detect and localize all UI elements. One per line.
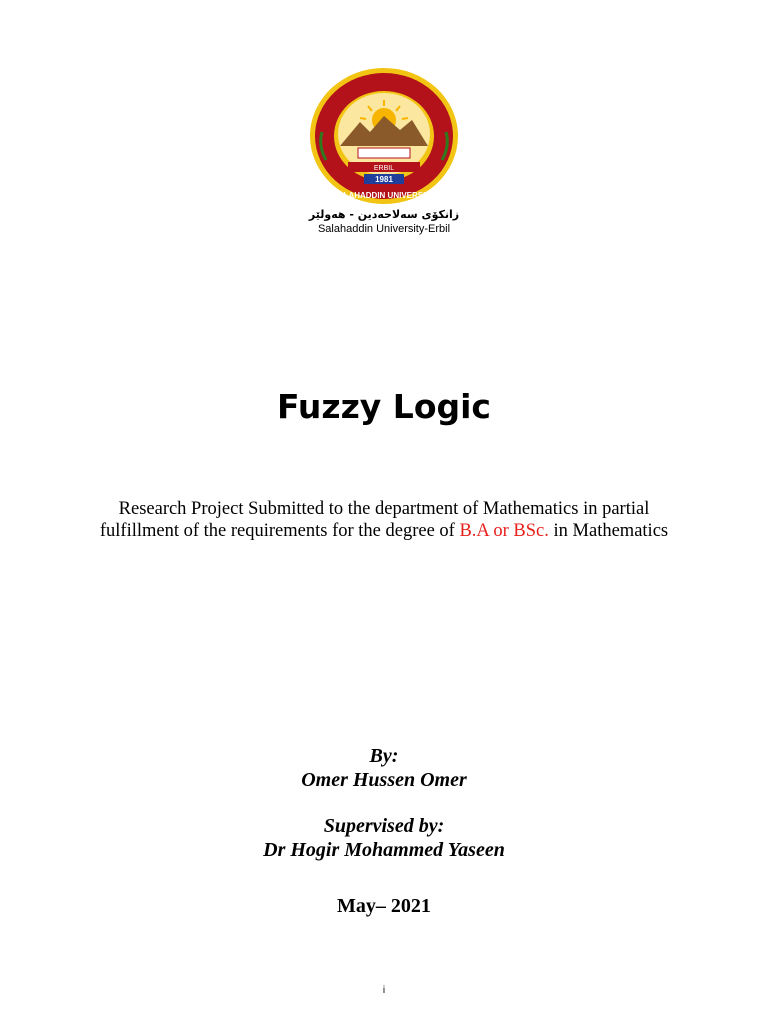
seal-city-text: ERBIL bbox=[373, 165, 395, 172]
university-logo-block bbox=[284, 66, 484, 248]
by-label: By: bbox=[369, 745, 399, 767]
author-name: Omer Hussen Omer bbox=[301, 769, 467, 791]
page-number: i bbox=[382, 985, 386, 996]
university-name-english: Salahaddin University-Erbil bbox=[317, 223, 451, 235]
supervised-label: Supervised by: bbox=[323, 815, 445, 837]
description-text-start: Research Project Submitted to the department of Mathematics in partial fulfillment of the requirements for the degree of bbox=[99, 499, 650, 541]
project-description bbox=[84, 498, 684, 542]
submission-date: May– 2021 bbox=[337, 895, 431, 917]
document-title: Fuzzy Logic bbox=[276, 387, 491, 426]
supervisor-name: Dr Hogir Mohammed Yaseen bbox=[263, 839, 505, 861]
salahaddin-university-seal-icon bbox=[308, 66, 460, 206]
seal-year-text: 1981 bbox=[375, 175, 393, 184]
seal-ring-text: SALAHADDIN UNIVERSITY bbox=[332, 191, 436, 200]
description-text-end: in Mathematics bbox=[553, 521, 669, 541]
degree-highlight: B.A or BSc. bbox=[459, 521, 549, 541]
university-name-kurdish: زانكۆی سەلاحەدین - هەولێر bbox=[308, 208, 460, 221]
credits-block bbox=[0, 744, 768, 862]
